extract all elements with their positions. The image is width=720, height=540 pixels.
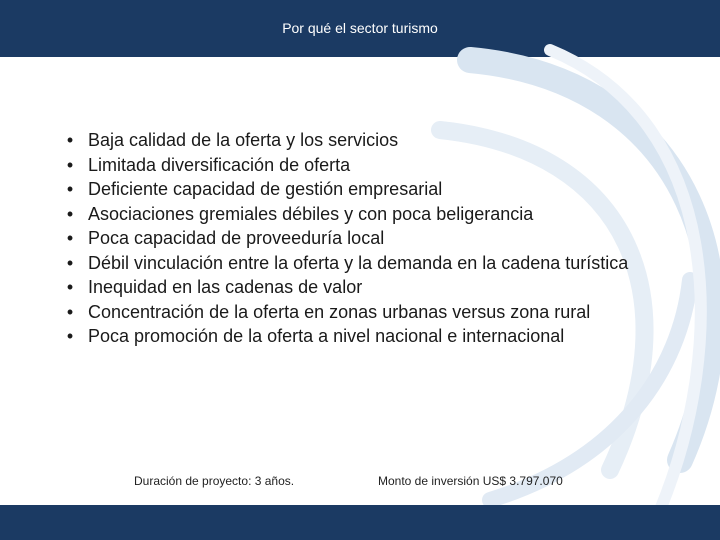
bullet-dot-icon: • bbox=[66, 228, 74, 248]
bullet-dot-icon: • bbox=[66, 252, 74, 273]
project-duration: Duración de proyecto: 3 años. bbox=[134, 474, 295, 488]
bullet-item bbox=[64, 324, 684, 349]
bullet-dot-icon: • bbox=[66, 326, 74, 346]
bullet-dot-icon: • bbox=[66, 130, 74, 150]
bullet-text: Poca promoción de la oferta a nivel nacional e internacional bbox=[88, 326, 565, 346]
bullet-item bbox=[64, 153, 684, 178]
investment-amount: Monto de inversión US$ 3.797.070 bbox=[378, 474, 563, 488]
bullet-text: Deficiente capacidad de gestión empresarial bbox=[88, 179, 443, 199]
bullet-text: Poca capacidad de proveeduría local bbox=[88, 228, 385, 248]
bullet-item bbox=[64, 177, 684, 202]
bullet-text: Concentración de la oferta en zonas urbanas versus zona rural bbox=[88, 301, 591, 322]
bullet-item bbox=[64, 128, 684, 153]
bullet-dot-icon: • bbox=[66, 154, 74, 175]
bullet-item bbox=[64, 226, 684, 251]
bullet-dot-icon: • bbox=[66, 179, 74, 199]
slide-title: Por qué el sector turismo bbox=[282, 20, 438, 36]
bullet-list bbox=[64, 128, 684, 349]
bullet-item bbox=[64, 202, 684, 227]
bullet-dot-icon: • bbox=[66, 203, 74, 224]
bullet-item bbox=[64, 251, 684, 276]
bullet-text: Baja calidad de la oferta y los servicios bbox=[88, 130, 399, 150]
bullet-text: Inequidad en las cadenas de valor bbox=[88, 277, 363, 297]
bullet-dot-icon: • bbox=[66, 277, 74, 297]
bullet-text: Débil vinculación entre la oferta y la demanda en la cadena turística bbox=[88, 252, 629, 273]
bullet-item bbox=[64, 275, 684, 300]
footer-bar bbox=[0, 505, 720, 540]
bullet-dot-icon: • bbox=[66, 301, 74, 322]
bullet-text: Limitada diversificación de oferta bbox=[88, 154, 351, 175]
bullet-text: Asociaciones gremiales débiles y con poca beligerancia bbox=[88, 203, 534, 224]
bullet-item bbox=[64, 300, 684, 325]
